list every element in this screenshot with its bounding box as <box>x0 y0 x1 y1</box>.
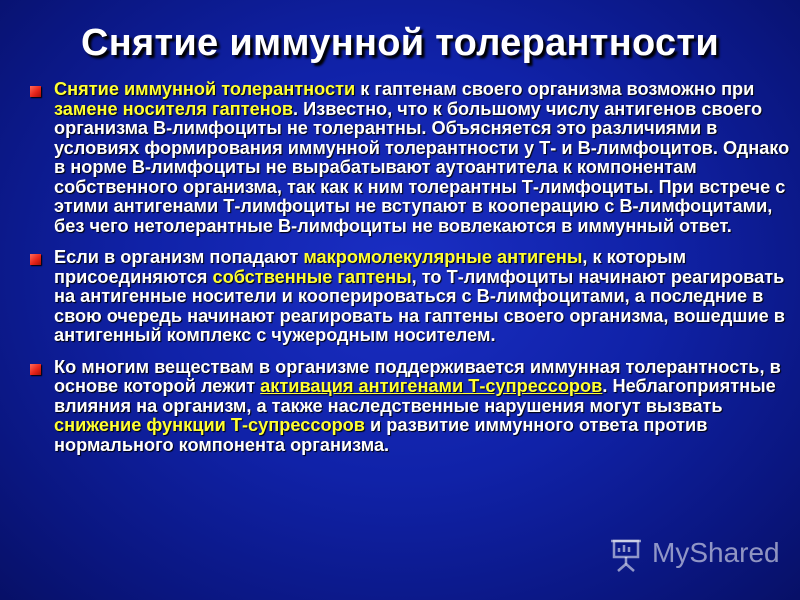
square-bullet-icon <box>30 364 41 375</box>
text-run: гаптенам своего организма возможно при <box>374 79 755 99</box>
paragraph <box>54 248 794 346</box>
presentation-board-icon <box>608 537 644 573</box>
text-run-highlight: Снятие иммунной толерантности <box>54 79 356 99</box>
text-run-highlight: макромолекулярные антигены <box>303 247 583 267</box>
text-run: . Известно, что к большому числу антигенов своего организма В-лимфоциты не толерантны. Объясняется это различиями в условиях формирования иммунной толерантности у Т- и В-лимфоцитов. Однако в норме В-лимфоциты не вырабатывают аутоантитела к компонентам собственного организма, так как к ним толерантны Т-лимфоциты. При встрече с этими антигенами Т-лимфоциты не вступают в кооперацию с В-лимфоцитами, без чего нетолерантные В-лимфоциты не вовлекаются в иммунный ответ. <box>54 98 790 236</box>
text-run-highlight: собственные гаптены <box>212 266 412 287</box>
slide-title: Снятие иммунной толерантности <box>80 22 719 64</box>
paragraph <box>54 80 794 236</box>
text-run: , то Т-лимфоциты начинают реагировать на антигенные носители и кооперироваться с В-лимфоцитами, а последние в свою очередь начинают реагировать на гаптены своего организма, вошедшие в антигенный комплекс с чужеродным носителем. <box>54 266 785 345</box>
text-run: и развитие иммунного ответа против нормального компонента организма. <box>54 415 708 455</box>
watermark-logo <box>608 535 798 575</box>
text-run: к <box>355 79 375 99</box>
square-bullet-icon <box>30 254 41 265</box>
paragraph <box>54 358 794 456</box>
text-run-highlight-link[interactable]: активация антигенами Т-супрессоров <box>260 376 603 396</box>
slide-body <box>24 80 794 467</box>
text-run-highlight: снижение функции Т-супрессоров <box>54 415 365 435</box>
list-item <box>24 358 794 456</box>
text-run: Если в организм попадают <box>54 247 304 267</box>
square-bullet-icon <box>30 86 41 97</box>
list-item <box>24 80 794 236</box>
text-run: Ко многим веществам в организме поддерживается иммунная толерантность, в основе которой лежит <box>54 356 781 396</box>
logo-text: MyShared <box>652 537 780 568</box>
text-run: , к которым присоединяются <box>54 247 687 287</box>
text-run: . Неблагоприятные влияния на организм, а также наследственные нарушения могут вызвать <box>54 376 776 416</box>
text-run-highlight: замене носителя гаптенов <box>54 98 294 119</box>
list-item <box>24 248 794 346</box>
